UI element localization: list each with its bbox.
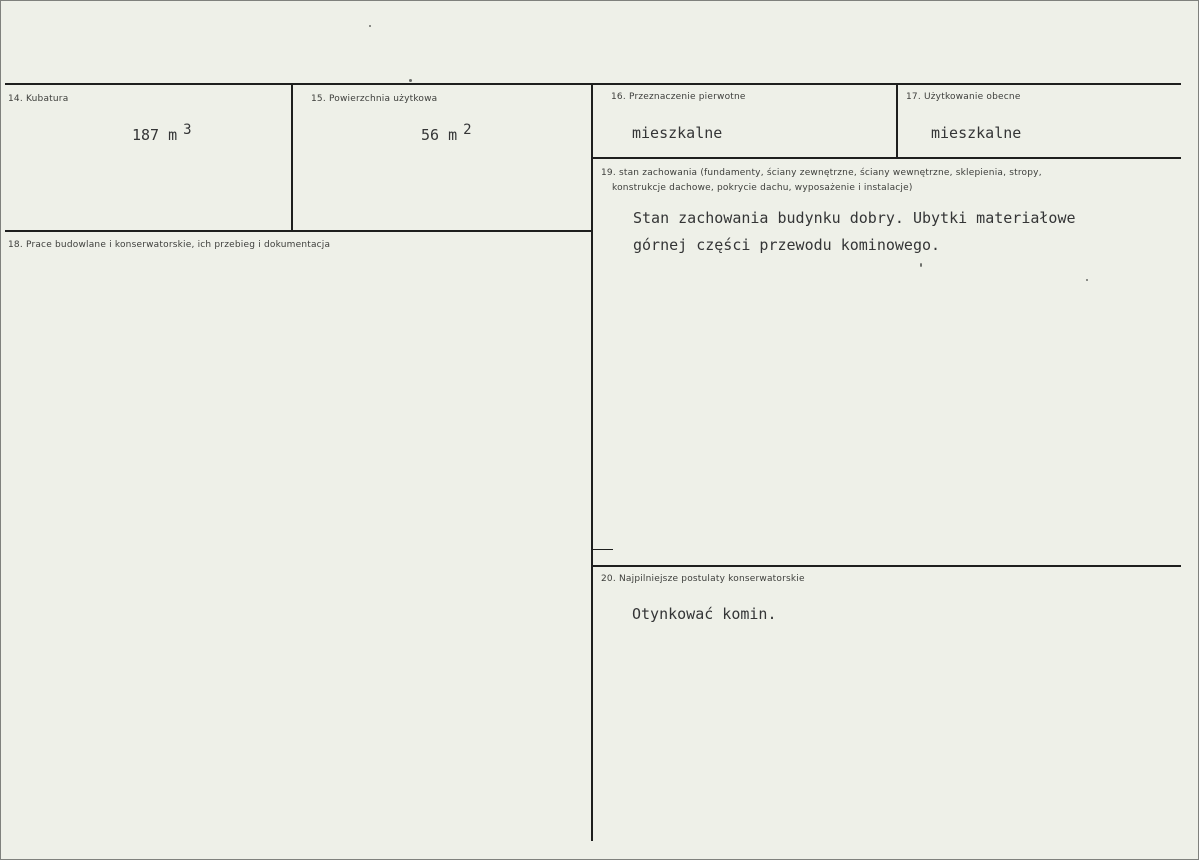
center-divider <box>591 85 593 841</box>
rule-above-20 <box>593 565 1181 567</box>
powierzchnia-value <box>421 122 472 144</box>
short-tick <box>593 549 613 550</box>
top-rule <box>5 83 1181 85</box>
kubatura-label: 14. Kubatura <box>8 94 69 104</box>
rule-under-14-15 <box>5 230 593 232</box>
przeznaczenie-label: 16. Przeznaczenie pierwotne <box>611 92 746 102</box>
paper-speck <box>920 263 922 267</box>
powierzchnia-number: 56 m <box>421 126 458 144</box>
uzytkowanie-label: 17. Użytkowanie obecne <box>906 92 1021 102</box>
przeznaczenie-value: mieszkalne <box>632 124 723 142</box>
postulaty-label: 20. Najpilniejsze postulaty konserwatorskie <box>601 574 805 584</box>
stan-zachowania-label-line2: konstrukcje dachowe, pokrycie dachu, wyposażenie i instalacje) <box>612 183 913 193</box>
powierzchnia-exponent: 2 <box>463 122 472 138</box>
paper-speck <box>369 25 371 27</box>
prace-label: 18. Prace budowlane i konserwatorskie, ich przebieg i dokumentacja <box>8 240 331 250</box>
paper-speck <box>1086 279 1088 281</box>
rule-under-16-17 <box>593 157 1181 159</box>
postulaty-value: Otynkować komin. <box>632 605 777 623</box>
powierzchnia-label: 15. Powierzchnia użytkowa <box>311 94 438 104</box>
kubatura-number: 187 m <box>132 126 178 144</box>
divider-14-15 <box>291 85 293 231</box>
paper-speck <box>409 79 412 82</box>
kubatura-exponent: 3 <box>183 122 192 138</box>
divider-16-17 <box>896 85 898 157</box>
stan-zachowania-label-line1: 19. stan zachowania (fundamenty, ściany zewnętrzne, ściany wewnętrzne, sklepienia, stropy, <box>601 168 1042 178</box>
stan-zachowania-text <box>633 205 1076 259</box>
stan-zachowania-line1: Stan zachowania budynku dobry. Ubytki materiałowe <box>633 209 1076 227</box>
stan-zachowania-line2: górnej części przewodu kominowego. <box>633 236 941 254</box>
kubatura-value <box>132 122 192 144</box>
uzytkowanie-value: mieszkalne <box>931 124 1022 142</box>
